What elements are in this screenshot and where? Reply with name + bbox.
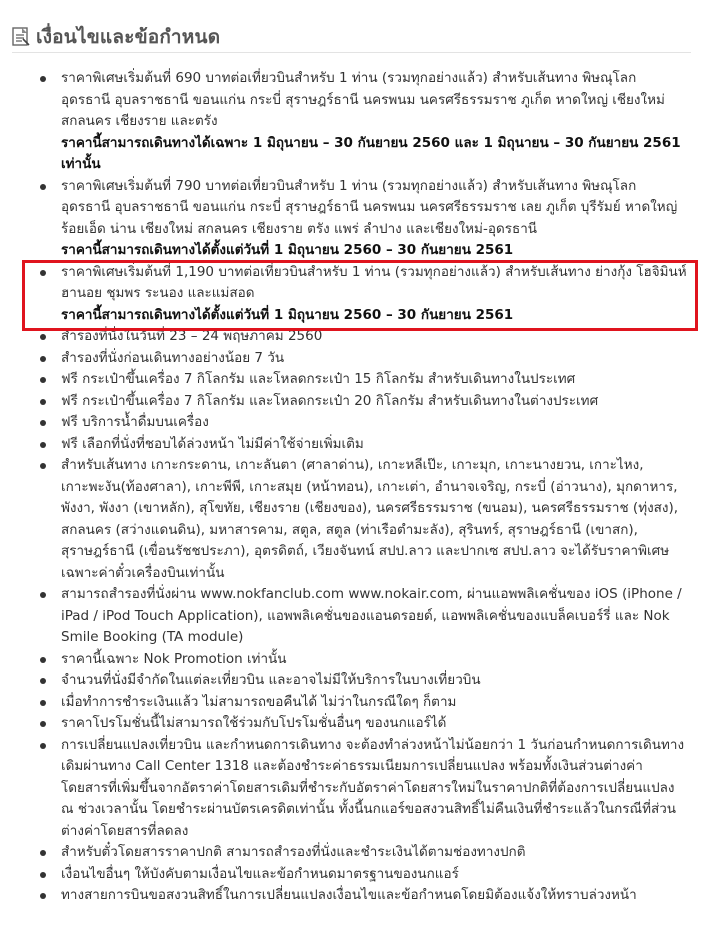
term-travel-period: ราคานี้สามารถเดินทางได้ตั้งแต่วันที่ 1 มิถุนายน 2560 – 30 กันยายน 2561 [61,242,514,258]
term-item [34,735,688,843]
term-text: สำหรับตั๋วโดยสารราคาปกติ สามารถสำรองที่นั่งและชำระเงินได้ตามช่องทางปกติ [61,844,526,860]
term-text: เงื่อนไขอื่นๆ ให้บังคับตามเงื่อนไขและข้อกำหนดมาตรฐานของนกแอร์ [61,865,459,882]
term-item [34,176,688,262]
term-text: ราคาโปรโมชั่นนี้ไม่สามารถใช้ร่วมกับโปรโมชั่นอื่นๆ ของนกแอร์ได้ [61,715,447,731]
term-text: ราคาพิเศษเริ่มต้นที่ 1,190 บาทต่อเที่ยวบินสำหรับ 1 ท่าน (รวมทุกอย่างแล้ว) สำหรับเส้นทาง ย่างกุ้ง โฮจิมินห์ ฮานอย ชุมพร ระนอง และแม่สอด [61,263,687,301]
document-icon [12,27,30,47]
term-text: ราคานี้เฉพาะ Nok Promotion เท่านั้น [61,650,287,667]
term-travel-period: ราคานี้สามารถเดินทางได้เฉพาะ 1 มิถุนายน – 30 กันยายน 2560 และ 1 มิถุนายน – 30 กันยายน 2561 เท่านั้น [61,134,681,172]
bullet-icon [40,743,46,749]
bullet-icon [40,657,46,663]
term-text: จำนวนที่นั่งมีจำกัดในแต่ละเที่ยวบิน และอาจไม่มีให้บริการในบางเที่ยวบิน [61,672,481,688]
term-text: เมื่อทำการชำระเงินแล้ว ไม่สามารถขอคืนได้ ไม่ว่าในกรณีใดๆ ก็ตาม [61,693,457,710]
term-item [34,348,688,370]
term-item [34,391,688,413]
bullet-icon [40,700,46,706]
terms-list [34,68,688,907]
term-text: ฟรี เลือกที่นั่งที่ชอบได้ล่วงหน้า ไม่มีค่าใช้จ่ายเพิ่มเติม [61,435,364,452]
bullet-icon [40,334,46,340]
term-text: ฟรี กระเป๋าขึ้นเครื่อง 7 กิโลกรัม และโหลดกระเป๋า 15 กิโลกรัม สำหรับเดินทางในประเทศ [61,371,576,387]
term-text: ฟรี บริการน้ำดื่มบนเครื่อง [61,414,209,430]
bullet-icon [40,184,46,190]
term-item [34,713,688,735]
term-item [34,692,688,714]
bullet-icon [40,420,46,426]
term-text: สามารถสำรองที่นั่งผ่าน www.nokfanclub.com www.nokair.com, ผ่านแอพพลิเคชั่นของ iOS (iPhone / iPad / iPod Touch Application), แอพพลิเคชั่นของแอนดรอยด์, แอพพลิเคชั่นของแบล็คเบอร์รี่ และ Nok Smile Booking (TA module) [61,586,682,645]
term-text: ราคาพิเศษเริ่มต้นที่ 690 บาทต่อเที่ยวบินสำหรับ 1 ท่าน (รวมทุกอย่างแล้ว) สำหรับเส้นทาง พิษณุโลก อุดรธานี อุบลราชธานี ขอนแก่น กระบี่ สุราษฎร์ธานี นครพนม นครศรีธรรมราช ภูเก็ต หาดใหญ่ เชียงใหม่ สกลนคร เชียงราย และตรัง [61,70,665,129]
bullet-icon [40,721,46,727]
term-text: สำรองที่นั่งในวันที่ 23 – 24 พฤษภาคม 2560 [61,328,323,344]
term-travel-period: ราคานี้สามารถเดินทางได้ตั้งแต่วันที่ 1 มิถุนายน 2560 – 30 กันยายน 2561 [61,306,514,323]
bullet-icon [40,377,46,383]
bullet-icon [40,76,46,82]
bullet-icon [40,356,46,362]
term-text: สำรองที่นั่งก่อนเดินทางอย่างน้อย 7 วัน [61,349,285,366]
bullet-icon [40,399,46,405]
bullet-icon [40,678,46,684]
term-item [34,455,688,584]
term-item [34,369,688,391]
term-text: การเปลี่ยนแปลงเที่ยวบิน และกำหนดการเดินทาง จะต้องทำล่วงหน้าไม่น้อยกว่า 1 วันก่อนกำหนดการเดินทางเดิมผ่านทาง Call Center 1318 และต้องชำระค่าธรรมเนียมการเปลี่ยนแปลง พร้อมทั้งเงินส่วนต่างค่าโดยสารที่เพิ่มขึ้นจากอัตราค่าโดยสารเดิมที่ชำระกับอัตราค่าโดยสารใหม่ในราคาปกติที่ต้องการเปลี่ยนแปลง ณ ช่วงเวลานั้น โดยชำระผ่านบัตรเครดิตเท่านั้น ทั้งนี้นกแอร์ขอสงวนสิทธิ์ไม่คืนเงินที่ชำระแล้วในกรณีที่ส่วนต่างค่าโดยสารที่ลดลง [61,736,685,839]
term-item [34,434,688,456]
section-title: เงื่อนไขและข้อกำหนด [36,26,221,48]
bullet-icon [40,270,46,276]
section-heading [12,22,691,53]
bullet-icon [40,872,46,878]
term-text: สำหรับเส้นทาง เกาะกระดาน, เกาะลันตา (ศาลาด่าน), เกาะหลีเป๊ะ, เกาะมุก, เกาะนางยวน, เกาะไหง, เกาะพะงัน(ท้องศาลา), เกาะพีพี, เกาะสมุย (หน้าทอน), เกาะเต่า, อำนาจเจริญ, กระบี่ (อ่าวนาง), มุกดาหาร, พังงา, พังงา (เขาหลัก), สุโขทัย, เชียงราย (เชียงของ), นครศรีธรรมราช (ขนอม), นครศรีธรรมราช (ทุ่งสง), สกลนคร (สว่างแดนดิน), มหาสารคาม, สตูล, สตูล (ท่าเรือตำมะลัง), สุรินทร์, สุราษฎร์ธานี (เขาสก), สุราษฎร์ธานี (เขื่อนรัชชประภา), อุตรดิตถ์, เวียงจันทน์ สปป.ลาว และปากเซ สปป.ลาว จะได้รับราคาพิเศษเฉพาะค่าตั๋วเครื่องบินเท่านั้น [61,457,679,581]
bullet-icon [40,442,46,448]
bullet-icon [40,850,46,856]
term-item [34,412,688,434]
term-item [34,670,688,692]
bullet-icon [40,592,46,598]
term-item [34,68,688,176]
term-item [34,649,688,671]
bullet-icon [40,893,46,899]
term-text: ราคาพิเศษเริ่มต้นที่ 790 บาทต่อเที่ยวบินสำหรับ 1 ท่าน (รวมทุกอย่างแล้ว) สำหรับเส้นทาง พิษณุโลก อุดรธานี อุบลราชธานี ขอนแก่น กระบี่ สุราษฎร์ธานี นครพนม นครศรีธรรมราช เลย ภูเก็ต บุรีรัมย์ หาดใหญ่ ร้อยเอ็ด น่าน เชียงใหม่ สกลนคร เชียงราย ตรัง แพร่ ลำปาง และเชียงใหม่-อุดรธานี [61,177,678,237]
term-item [34,885,688,907]
term-text: ทางสายการบินขอสงวนสิทธิ์ในการเปลี่ยนแปลงเงื่อนไขและข้อกำหนดโดยมิต้องแจ้งให้ทราบล่วงหน้า [61,887,637,903]
term-text: ฟรี กระเป๋าขึ้นเครื่อง 7 กิโลกรัม และโหลดกระเป๋า 20 กิโลกรัม สำหรับเดินทางในต่างประเทศ [61,392,599,409]
term-item [34,864,688,886]
term-item [34,842,688,864]
term-item [34,262,688,327]
term-item [34,584,688,649]
bullet-icon [40,463,46,469]
term-item [34,326,688,348]
